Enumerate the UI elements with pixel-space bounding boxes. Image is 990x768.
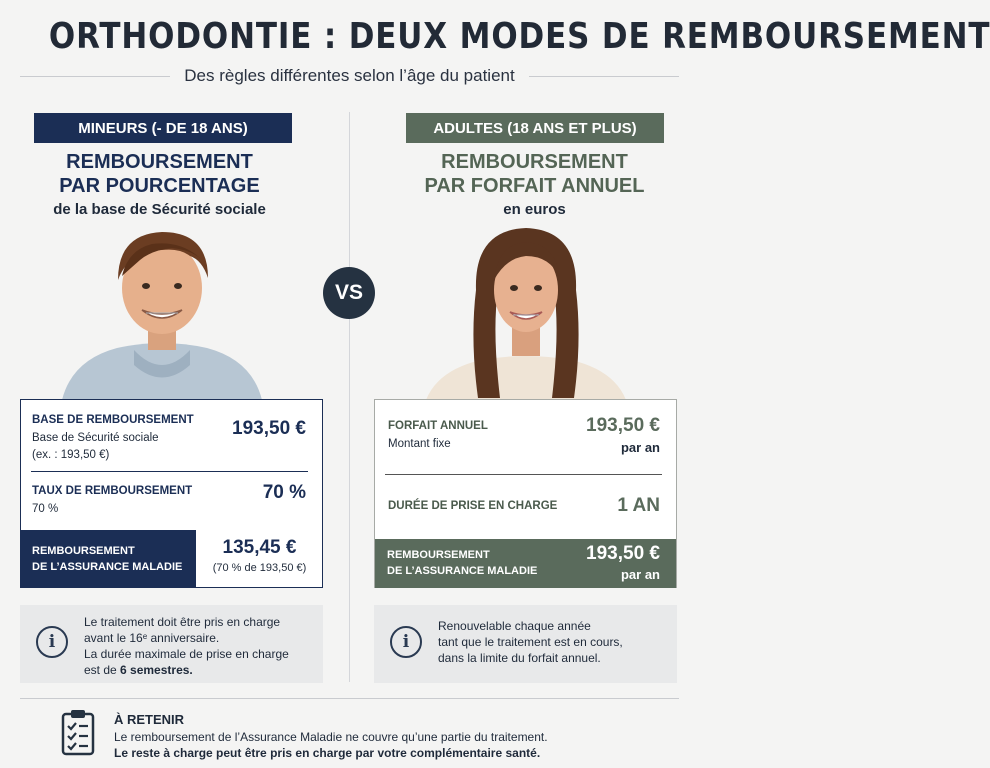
adults-reimbursement-label (387, 547, 537, 579)
adults-badge: ADULTES (18 ANS ET PLUS) (406, 113, 664, 143)
minors-info-text (84, 614, 289, 678)
card-divider (385, 474, 662, 475)
info-line: Le traitement doit être pris en charge (84, 615, 281, 629)
minors-info-box (20, 605, 323, 683)
base-sub1: Base de Sécurité sociale (32, 432, 159, 444)
info-circle-icon: i (390, 626, 422, 658)
center-divider (349, 112, 350, 682)
adults-info-text (438, 618, 623, 666)
minors-card (20, 399, 323, 588)
duree-label: DURÉE DE PRISE EN CHARGE (388, 500, 558, 512)
divider-line (529, 76, 679, 77)
card-divider (31, 471, 308, 472)
remb-line2: DE L’ASSURANCE MALADIE (32, 561, 183, 573)
info-bold: 6 semestres. (120, 663, 193, 677)
info-line: La durée maximale de prise en charge (84, 647, 289, 661)
footer-text-bold: Le reste à charge peut être pris en charge par votre complémentaire santé. (114, 746, 541, 760)
adults-heading-line1: REMBOURSEMENT (441, 151, 628, 173)
subtitle-row (20, 66, 679, 86)
divider-line (20, 76, 170, 77)
page-title: ORTHODONTIE : DEUX MODES DE REMBOURSEMENT (48, 16, 990, 57)
taux-sub: 70 % (32, 503, 59, 515)
duree-value: 1 AN (617, 495, 660, 516)
adults-reimbursement (375, 539, 676, 588)
info-line: est de (84, 663, 121, 677)
adults-heading-sub: en euros (503, 201, 566, 218)
minors-heading-line1: REMBOURSEMENT (66, 151, 253, 173)
base-sub2: (ex. : 193,50 €) (32, 449, 110, 461)
minors-heading-line2: PAR POURCENTAGE (59, 175, 260, 197)
adults-heading (360, 150, 709, 220)
clipboard-checklist-icon (60, 709, 98, 757)
forfait-value: 193,50 € (586, 415, 660, 436)
info-line: dans la limite du forfait annuel. (438, 651, 601, 665)
adults-info-box (374, 605, 677, 683)
forfait-label: FORFAIT ANNUEL (388, 420, 488, 432)
info-line: Renouvelable chaque année (438, 619, 591, 633)
adults-remb-value: 193,50 € (586, 543, 660, 564)
adult-portrait (426, 220, 626, 400)
page-subtitle: Des règles différentes selon l’âge du patient (184, 66, 515, 85)
minors-reimbursement-label (21, 530, 196, 588)
minors-heading (0, 150, 334, 220)
adults-heading-line2: PAR FORFAIT ANNUEL (424, 175, 645, 197)
adults-card (374, 399, 677, 588)
teen-portrait (62, 220, 262, 400)
adults-remb-unit: par an (620, 567, 660, 582)
forfait-unit: par an (620, 440, 660, 455)
remb-line2: DE L’ASSURANCE MALADIE (387, 565, 538, 577)
info-line: tant que le traitement est en cours, (438, 635, 623, 649)
minors-badge: MINEURS (- DE 18 ANS) (34, 113, 292, 143)
footer-title: À RETENIR (114, 712, 185, 727)
taux-label: TAUX DE REMBOURSEMENT (32, 485, 193, 497)
footer-divider (20, 698, 679, 699)
info-line: avant le 16ᵉ anniversaire. (84, 631, 220, 645)
vs-badge: VS (323, 267, 375, 319)
forfait-sub: Montant fixe (388, 438, 451, 450)
taux-value: 70 % (262, 482, 306, 503)
base-value: 193,50 € (232, 418, 306, 439)
footer-text: Le remboursement de l’Assurance Maladie ne couvre qu’une partie du traitement. (114, 730, 548, 744)
minors-heading-sub: de la base de Sécurité sociale (53, 201, 266, 218)
base-label: BASE DE REMBOURSEMENT (32, 414, 194, 426)
info-circle-icon: i (36, 626, 68, 658)
remb-value: 135,45 € (222, 537, 297, 558)
minors-reimbursement-value (197, 530, 322, 588)
remb-line1: REMBOURSEMENT (32, 545, 135, 557)
remb-line1: REMBOURSEMENT (387, 549, 490, 561)
remb-detail: (70 % de 193,50 €) (212, 562, 307, 574)
